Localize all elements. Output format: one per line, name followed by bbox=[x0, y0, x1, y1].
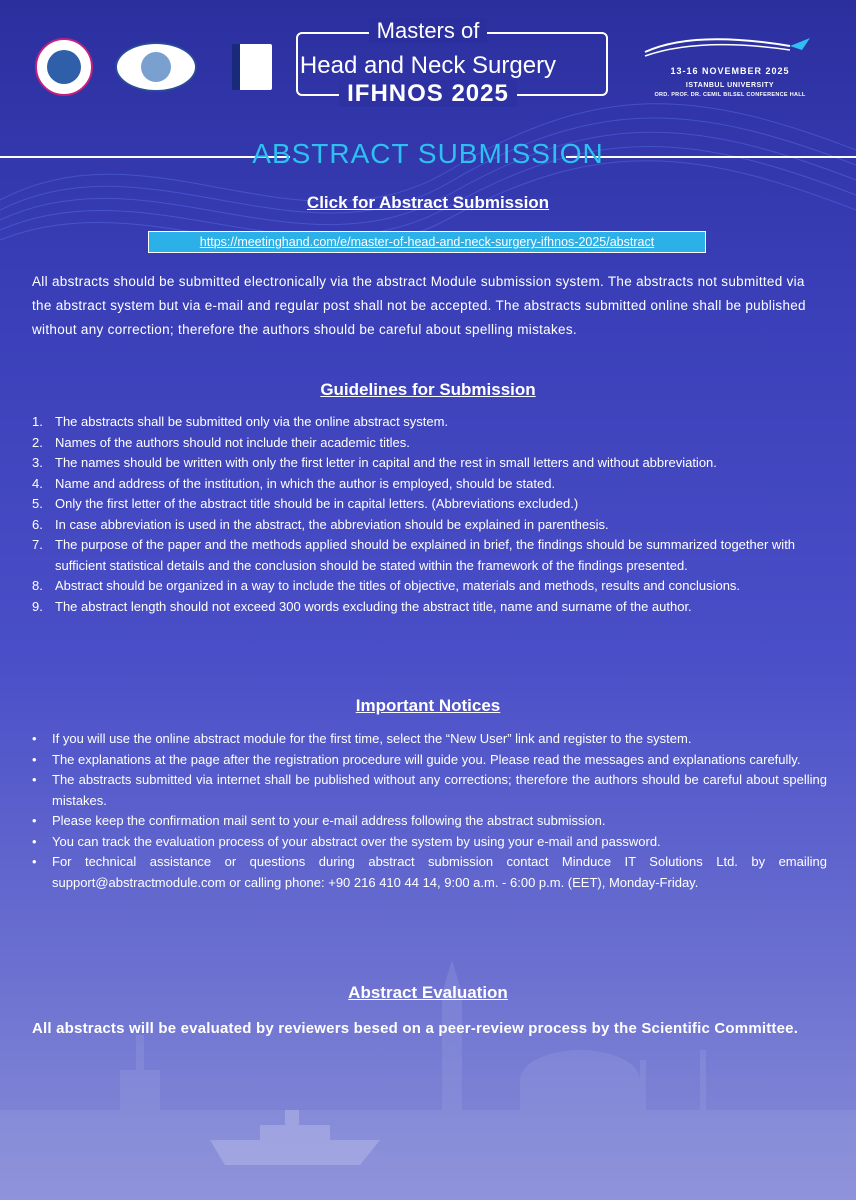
list-item: • You can track the evaluation process of your abstract over the system by using your e-mail and password. bbox=[32, 832, 827, 853]
istanbul-skyline-graphic bbox=[0, 940, 856, 1200]
notices-heading: Important Notices bbox=[355, 696, 501, 715]
list-item: 4. Name and address of the institution, in which the author is employed, should be stated. bbox=[32, 475, 556, 491]
section-title: ABSTRACT SUBMISSION bbox=[252, 138, 604, 169]
venue-line-2: ORD. PROF. DR. CEMIL BILSEL CONFERENCE HALL bbox=[654, 92, 806, 98]
venue-line-1: ISTANBUL UNIVERSITY bbox=[685, 82, 775, 89]
guidelines-list bbox=[32, 412, 827, 617]
wave-logo-icon bbox=[640, 34, 815, 64]
title-line-1: Masters of bbox=[369, 18, 488, 43]
bullet-icon: • bbox=[32, 813, 37, 828]
list-item: 1. The abstracts shall be submitted only via the online abstract system. bbox=[32, 414, 449, 429]
bullet-icon: • bbox=[32, 751, 37, 767]
list-item: 9. The abstract length should not exceed 300 words excluding the abstract title, name and surname of the author. bbox=[32, 598, 692, 614]
list-item: 5. Only the first letter of the abstract title should be in capital letters. (Abbreviations excluded.) bbox=[32, 496, 579, 511]
abstract-submission-link[interactable]: https://meetinghand.com/e/master-of-head-and-neck-surgery-ifhnos-2025/abstract bbox=[148, 231, 706, 253]
list-item: • For technical assistance or questions during abstract submission contact Minduce IT Solutions Ltd. by emailing support@abstractmodule.com or calling phone: +90 216 410 44 14, 9:00 a.m. - 6:00 p.m. (EET), Monday-Friday. bbox=[32, 854, 827, 890]
submission-heading[interactable]: Click for Abstract Submission bbox=[306, 193, 550, 212]
list-item: • The explanations at the page after the registration procedure will guide you. Please read the messages and explanations carefully. bbox=[32, 750, 827, 771]
bullet-icon: • bbox=[32, 772, 37, 787]
notices-list bbox=[32, 729, 827, 893]
bullet-icon: • bbox=[32, 854, 37, 869]
list-item: • If you will use the online abstract module for the first time, select the “New User” link and register to the system. bbox=[32, 729, 827, 750]
list-item: 6. In case abbreviation is used in the abstract, the abbreviation should be explained in parenthesis. bbox=[32, 516, 609, 532]
title-line-3: IFHNOS 2025 bbox=[339, 80, 517, 107]
event-date: 13-16 NOVEMBER 2025 bbox=[670, 66, 790, 76]
guidelines-heading: Guidelines for Submission bbox=[320, 380, 536, 399]
list-item: 7. The purpose of the paper and the methods applied should be explained in brief, the findings should be summarized together with sufficient statistical details and the conclusion should be stated within the framework of the findings presented. bbox=[32, 537, 796, 573]
bullet-icon: • bbox=[32, 731, 37, 746]
title-line-2: Head and Neck Surgery bbox=[299, 52, 557, 79]
list-item: • The abstracts submitted via internet shall be published without any corrections; therefore the authors should be careful about spelling mistakes. bbox=[32, 772, 827, 808]
list-item: 2. Names of the authors should not include their academic titles. bbox=[32, 434, 410, 450]
submission-intro: All abstracts should be submitted electronically via the abstract Module submission system. The abstracts not submitted via the abstract system but via e-mail and regular post shall not be accepted. The abstracts submitted online shall be published without any correction; therefore the authors should be careful about spelling mistakes. bbox=[32, 274, 806, 337]
evaluation-heading: Abstract Evaluation bbox=[348, 983, 508, 1002]
evaluation-text: All abstracts will be evaluated by reviewers besed on a peer-review process by the Scientific Committee. bbox=[32, 1020, 799, 1037]
list-item: 3. The names should be written with only the first letter in capital and the rest in small letters and without abbreviation. bbox=[32, 455, 717, 470]
bullet-icon: • bbox=[32, 833, 37, 849]
header bbox=[0, 0, 856, 115]
list-item: • Please keep the confirmation mail sent to your e-mail address following the abstract submission. bbox=[32, 811, 827, 832]
list-item: 8. Abstract should be organized in a way to include the titles of objective, materials and methods, results and conclusions. bbox=[32, 578, 741, 593]
